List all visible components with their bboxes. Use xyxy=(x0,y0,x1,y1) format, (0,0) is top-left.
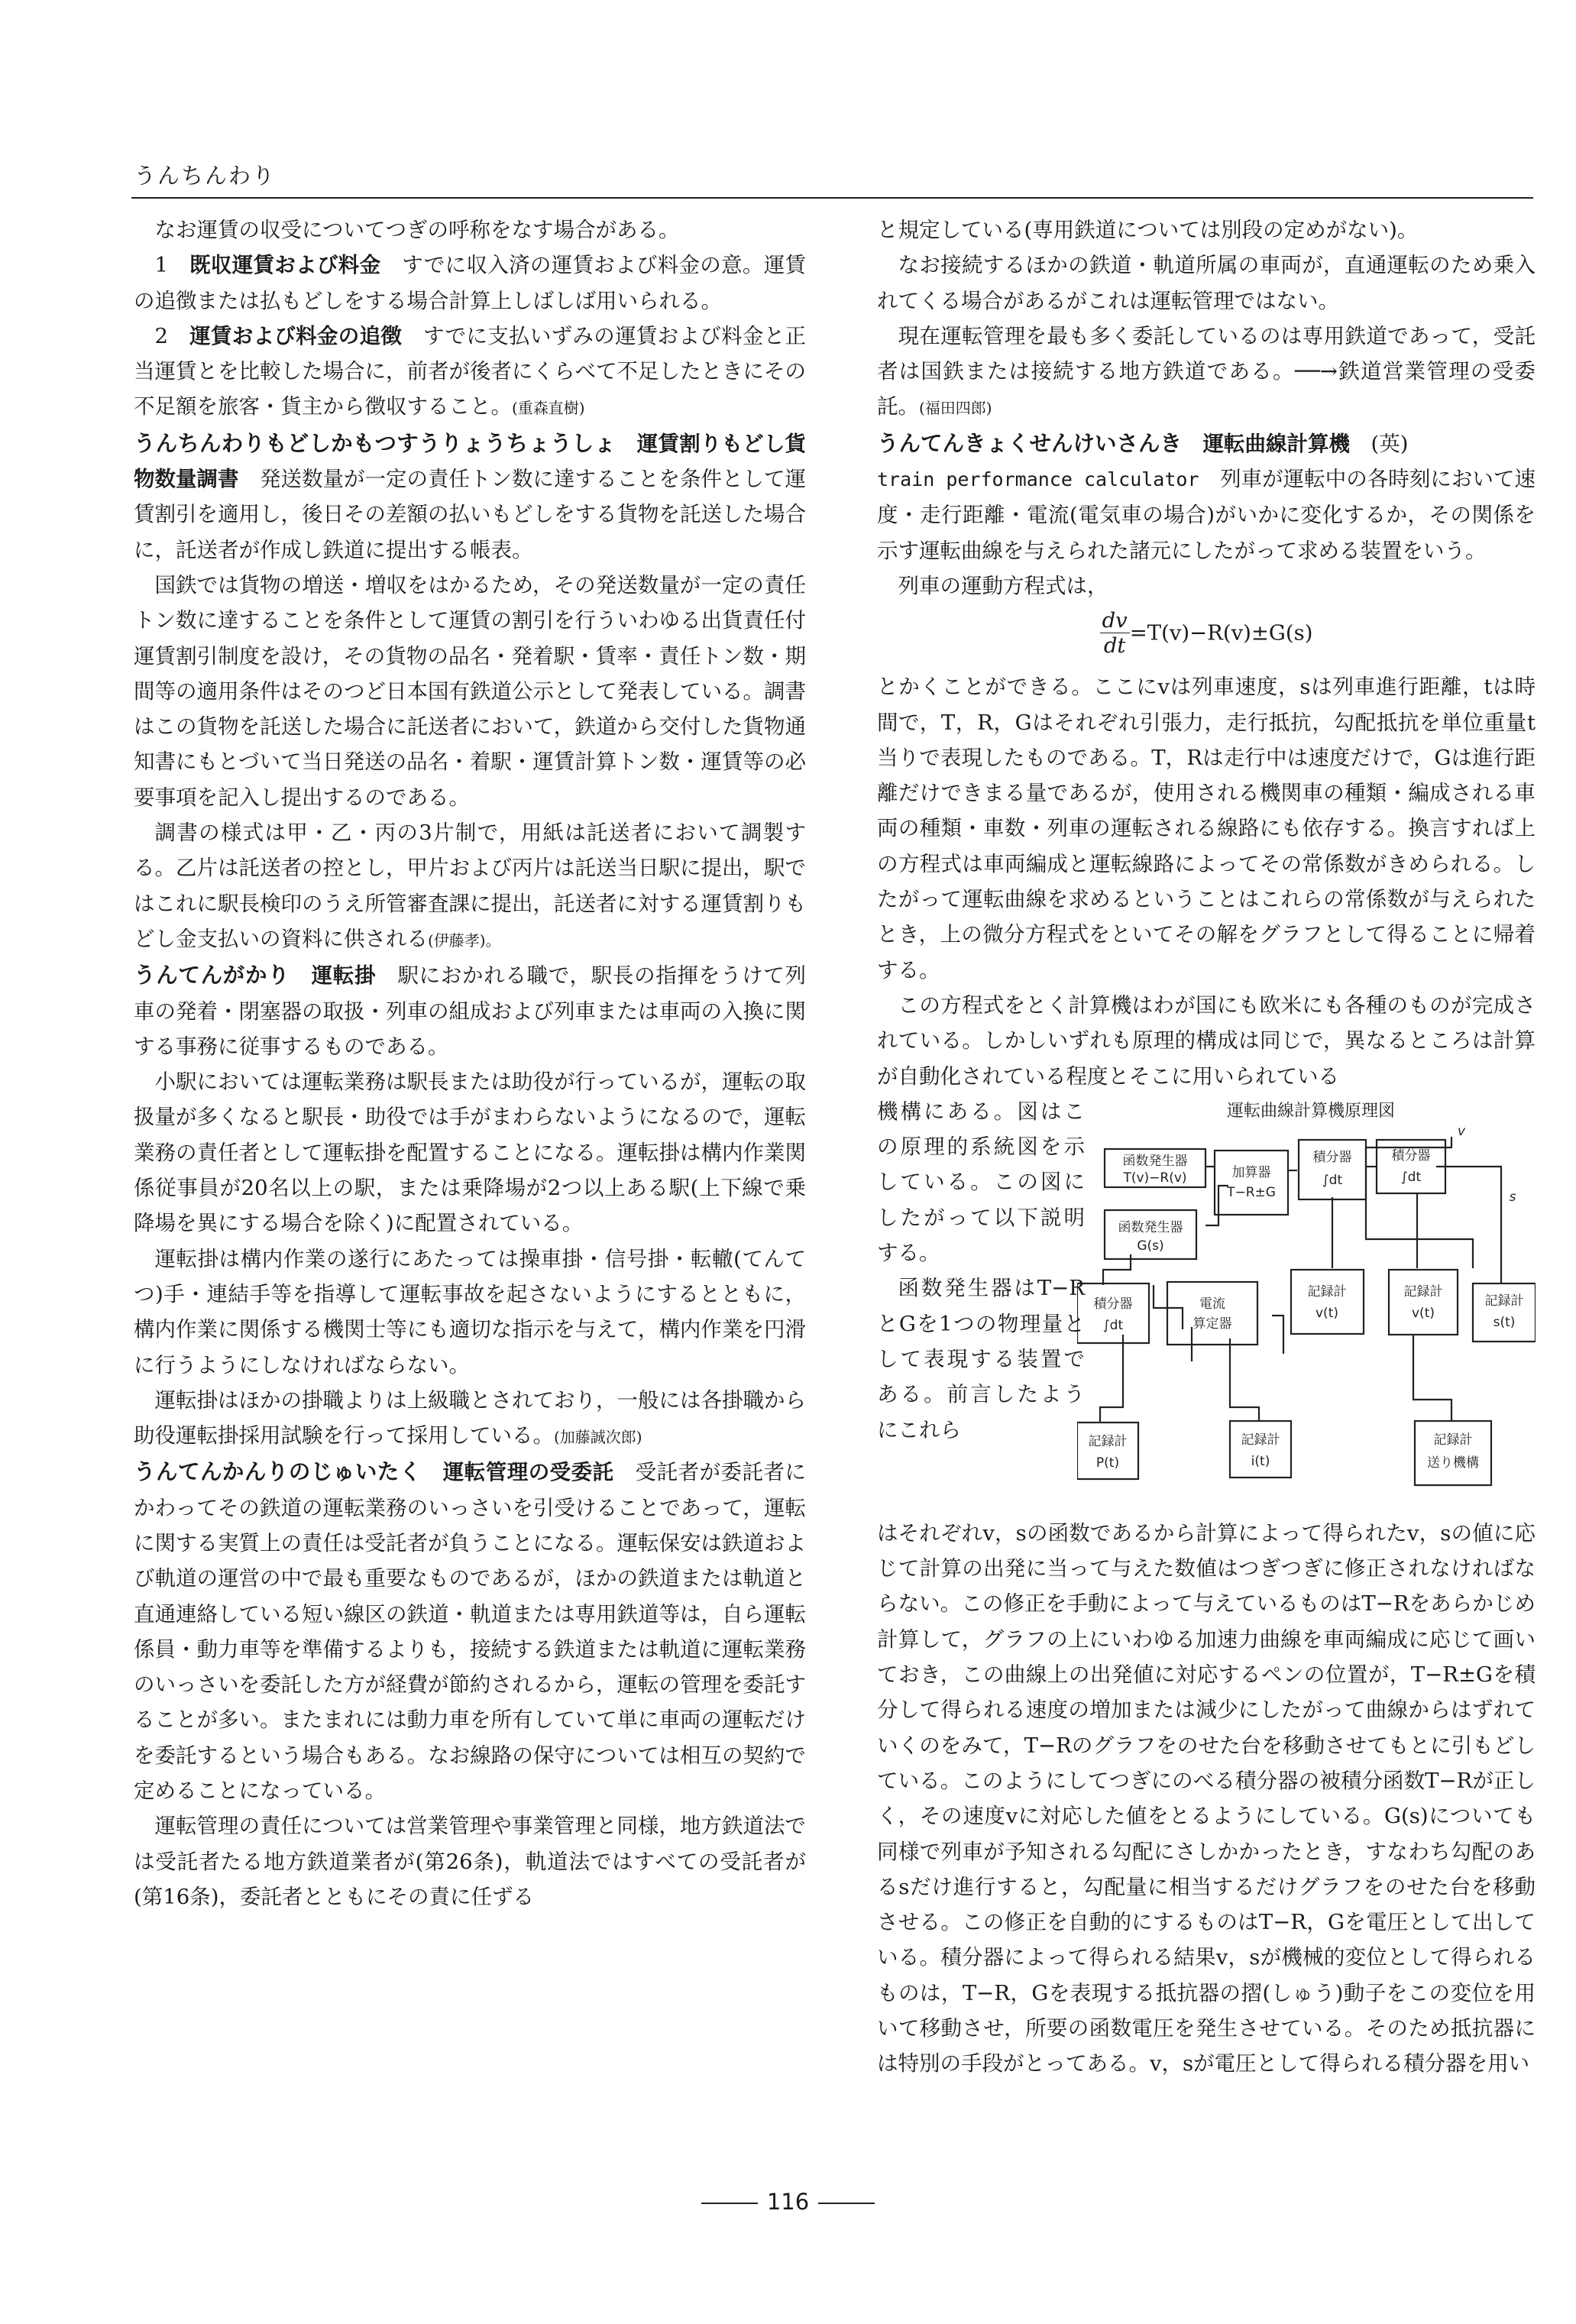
paragraph: 運転管理の責任については営業管理や事業管理と同様，地方鉄道法では受託者たる地方鉄道業者が(第26条)，軌道法ではすべての受託者が(第16条)，委託者とともにその責に任ずる xyxy=(134,1814,806,1909)
box-label: v(t) xyxy=(1412,1305,1435,1321)
dictionary-entry xyxy=(134,958,806,1064)
paragraph xyxy=(134,815,806,958)
left-column xyxy=(134,212,806,1915)
box-label: 電流 xyxy=(1199,1296,1225,1312)
paragraph xyxy=(134,1383,806,1455)
recorder-box xyxy=(1389,1270,1458,1335)
entry-definition: 受託者が委託者にかわってその鉄道の運転業務のいっさいを引受けることであって，運転に関する実質上の責任は受託者が負うことになる。運転保安は鉄道および軌道の運営の中で最も重要なものであるが，ほかの鉄道または軌道と直通連絡している短い線区の鉄道・軌道または専用鉄道等は，自ら運転係員・動力車等を準備するよりも，接続する鉄道または軌道に運転業務のいっさいを委託した方が経費が節約されるから，運転の管理を委託することが多い。またまれには動力車を所有していて単に車両の運転だけを委託するという場合もある。なお線路の保守については相互の契約で定めることになっている。 xyxy=(134,1460,807,1804)
recorder-box xyxy=(1473,1283,1536,1342)
paragraph-text: 調書の様式は甲・乙・丙の3片制で，用紙は託送者において調製する。乙片は託送者の控とし，甲片および丙片は託送当日駅に提出，駅ではこれに駅長検印のうえ所管審査課に提出，託送者に対する運賃割りもどし金支払いの資料に供される xyxy=(134,821,806,951)
box-label: 記録計 xyxy=(1307,1283,1347,1300)
equation-rhs: =T(v)−R(v)±G(s) xyxy=(1129,620,1313,646)
author: (加藤誠次郎) xyxy=(554,1428,642,1447)
box-label: 積分器 xyxy=(1312,1149,1352,1165)
paragraph: 運転掛は構内作業の遂行にあたっては操車掛・信号掛・転轍(てんてつ)手・連結手等を指導して運転事故を起さないようにするとともに，構内作業に関係する機関士等にも適切な指示を与えて，構内作業を円滑に行うようにしなければならない。 xyxy=(134,1246,806,1377)
signal-label: v xyxy=(1457,1124,1466,1139)
box-label: 送り機構 xyxy=(1427,1455,1479,1471)
author: (伊藤孝)。 xyxy=(428,931,501,950)
list-item xyxy=(134,248,806,319)
figure-side-text xyxy=(877,1094,1085,1448)
entry-english: train performance calculator xyxy=(877,468,1199,491)
box-label: P(t) xyxy=(1095,1455,1120,1471)
paragraph: なお運賃の収受についてつぎの呼称をなす場合がある。 xyxy=(154,218,680,242)
fraction-denominator: dt xyxy=(1103,633,1126,659)
item-text: すでに支払いずみの運賃および料金と正当運賃とを比較した場合に，前者が後者にくらべて不足したときにその不足額を旅客・貨主から徴収すること。 xyxy=(134,323,807,419)
box-label: 記録計 xyxy=(1088,1433,1128,1449)
box-label: 加算器 xyxy=(1231,1164,1271,1180)
figure-block xyxy=(877,1094,1536,1516)
paragraph: この方程式をとく計算機はわが国にも欧米にも各種のものが完成されている。しかしいずれも原理的構成は同じで，異なるところは計算が自動化されている程度とそこに用いられている xyxy=(877,992,1536,1089)
recorder-box xyxy=(1291,1270,1364,1334)
box-label: G(s) xyxy=(1137,1238,1164,1254)
dash xyxy=(818,2203,875,2204)
box-label: i(t) xyxy=(1251,1453,1270,1469)
adder-box xyxy=(1215,1151,1288,1215)
header-rule xyxy=(131,197,1533,199)
entry-definition: 列車が運転中の各時刻において速度・走行距離・電流(電気車の場合)がいかに変化するか，その関係を示す運転曲線を与えられた諸元にしたがって求める装置をいう。 xyxy=(877,467,1536,563)
fraction-numerator: dv xyxy=(1100,608,1130,633)
box-label: 記録計 xyxy=(1433,1432,1473,1448)
author: (重森直樹) xyxy=(512,399,585,418)
box-label: 函数発生器 xyxy=(1122,1153,1188,1169)
item-text: すでに収入済の運賃および料金の意。運賃の追徴または払もどしをする場合計算上しばしば用いられる。 xyxy=(134,253,807,313)
signal-label: s xyxy=(1509,1189,1516,1205)
box-label: 積分器 xyxy=(1093,1296,1133,1312)
item-term: 既収運賃および料金 xyxy=(189,253,381,278)
paragraph: はそれぞれv，sの函数であるから計算によって得られたv，sの値に応じて計算の出発に当って与えた数値はつぎつぎに修正されなければならない。この修正を手動によって与えているものはT−Rをあらかじめ計算して，グラフの上にいわゆる加速力曲線を車両編成に応じて画いておき，この曲線上の出発値に対応するペンの位置が，T−R±Gを積分して得られる速度の増加または減少にしたがって曲線からはずれていくのをみて，T−Rのグラフをのせた台を移動させてもとに引もどしている。このようにしてつぎにのべる積分器の被積分函数T−Rが正しく，その速度vに対応した値をとるようにしている。G(s)についても同様で列車が予知される勾配にさしかかったとき，すなわち勾配のあるsだけ進行すると，勾配量に相当するだけグラフをのせた台を移動させる。この修正を自動的にするものはT−R，Gを電圧として出している。積分器によって得られる結果v，sが機械的変位として得られるものは，T−R，Gを表現する抵抗器の摺(しゅう)動子をこの変位を用いて移動させ，所要の函数電圧を発生させている。そのため抵抗器には特別の手段がとってある。v，sが電圧として得られる積分器を用い xyxy=(877,1520,1536,2076)
box-label: T−R±G xyxy=(1227,1184,1276,1200)
right-column xyxy=(877,212,1536,2082)
entry-term: 運転管理の受委託 xyxy=(442,1460,614,1485)
box-label: 記録計 xyxy=(1403,1283,1443,1300)
block-diagram xyxy=(1077,1125,1536,1507)
box-label: 函数発生器 xyxy=(1118,1219,1183,1235)
entry-reading: うんてんがかり xyxy=(134,963,290,989)
running-head: うんちんわり xyxy=(134,163,277,189)
paragraph-text: 運転掛はほかの掛職よりは上級職とされており，一般には各掛職から助役運転掛採用試験を行って採用している。 xyxy=(134,1387,806,1448)
box-label: ∫dt xyxy=(1102,1317,1124,1333)
page-number xyxy=(0,2189,1576,2215)
dictionary-entry xyxy=(134,426,806,568)
item-number: 1 xyxy=(154,253,168,278)
page-number-text: 116 xyxy=(766,2189,810,2215)
dictionary-entry xyxy=(877,426,1536,568)
item-term: 運賃および料金の追徴 xyxy=(189,323,403,348)
box-label: s(t) xyxy=(1493,1314,1516,1330)
paragraph-text: 現在運転管理を最も多く委託しているのは専用鉄道であって，受託者は国鉄または接続する地方鉄道である。──→鉄道営業管理の受委託。 xyxy=(877,323,1536,419)
entry-reading: うんちんわりもどしかもつすうりょうちょうしょ xyxy=(134,430,616,456)
dictionary-entry xyxy=(134,1455,806,1808)
box-label: 算定器 xyxy=(1193,1316,1232,1332)
box-label: ∫dt xyxy=(1322,1172,1343,1188)
integrator-box xyxy=(1077,1283,1149,1343)
box-label: 積分器 xyxy=(1391,1147,1431,1164)
box-label: ∫dt xyxy=(1400,1169,1422,1185)
author: (福田四郎) xyxy=(919,399,992,418)
entry-reading: うんてんかんりのじゅいたく xyxy=(134,1459,422,1485)
entry-term: 運転掛 xyxy=(311,963,377,989)
box-label: 記録計 xyxy=(1484,1293,1524,1309)
paragraph: 機構にある。図はこの原理的系統図を示している。この図にしたがって以下説明する。 xyxy=(877,1099,1085,1266)
equation xyxy=(877,608,1536,662)
paragraph: 列車の運動方程式は， xyxy=(898,573,1108,598)
box-label: 記録計 xyxy=(1241,1432,1280,1448)
paragraph: と規定している(専用鉄道については別段の定めがない)。 xyxy=(877,218,1419,242)
paragraph xyxy=(877,319,1536,426)
list-item xyxy=(134,319,806,426)
diagram-connectors xyxy=(1077,1125,1501,1423)
paragraph: なお接続するほかの鉄道・軌道所属の車両が，直通運転のため乗入れてくる場合があるがこれは運転管理ではない。 xyxy=(877,253,1536,313)
entry-term: 運賃割りもどし貨物数量調書 xyxy=(134,431,806,492)
paragraph: 国鉄では貨物の増送・増収をはかるため，その発送数量が一定の責任トン数に達することを条件として運賃の割引を行ういわゆる出貨責任付運賃割引制度を設け，その貨物の品名・発着駅・賃率・責任トン数・期間等の適用条件はそのつど日本国有鉄道公示として発表している。調書はこの貨物を託送した場合に託送者において，鉄道から交付した貨物通知書にもとづいて当日発送の品名・着駅・運賃計算トン数・運賃等の必要事項を記入し提出するのである。 xyxy=(134,572,806,810)
recorder-box xyxy=(1415,1421,1491,1485)
entry-reading: うんてんきょくせんけいさんき xyxy=(877,430,1183,456)
dash xyxy=(701,2203,758,2204)
entry-definition: 発送数量が一定の責任トン数に達することを条件として運賃割引を適用し，後日その差額の払いもどしをする貨物を託送した場合に，託送者が作成し鉄道に提出する帳表。 xyxy=(134,467,806,562)
integrator-box xyxy=(1299,1140,1366,1199)
current-calculator-box xyxy=(1167,1282,1257,1345)
box-label: v(t) xyxy=(1315,1305,1338,1321)
entry-definition: 駅におかれる職で，駅長の指揮をうけて列車の発着・閉塞器の取扱・列車の組成および列車または車両の入換に関する事務に従事するものである。 xyxy=(134,963,807,1059)
figure-caption: 運転曲線計算機原理図 xyxy=(1227,1101,1396,1121)
entry-term: 運転曲線計算機 xyxy=(1202,431,1351,456)
paragraph: 小駅においては運転業務は駅長または助役が行っているが，運転の取扱量が多くなると駅長・助役では手がまわらないようになるので，運転業務の責任者として運転掛を配置することになる。運転掛は構内作業関係従事員が20名以上の駅，または乗降場が2つ以上ある駅(上下線で乗降場を異にする場合を除く)に配置されている。 xyxy=(134,1070,806,1236)
entry-language: (英) xyxy=(1371,431,1409,456)
paragraph: 函数発生器はT−RとGを1つの物理量として表現する装置である。前言したようにこれら xyxy=(877,1276,1085,1442)
item-number: 2 xyxy=(154,323,168,348)
paragraph: とかくことができる。ここにvは列車速度，sは列車進行距離，tは時間で，T，R，Gはそれぞれ引張力，走行抵抗，勾配抵抗を単位重量t当りで表現したものである。T，Rは走行中は速度だけで，Gは進行距離だけできまる量であるが，使用される機関車の種類・編成される車両の種類・車数・列車の運転される線路にも依存する。換言すれば上の方程式は車両編成と運転線路によってその常係数がきめられる。したがって運転曲線を求めるということはこれらの常係数が与えられたとき，上の微分方程式をといてその解をグラフとして得ることに帰着する。 xyxy=(877,675,1536,982)
fraction xyxy=(1100,608,1130,658)
box-label: T(v)−R(v) xyxy=(1123,1170,1187,1186)
